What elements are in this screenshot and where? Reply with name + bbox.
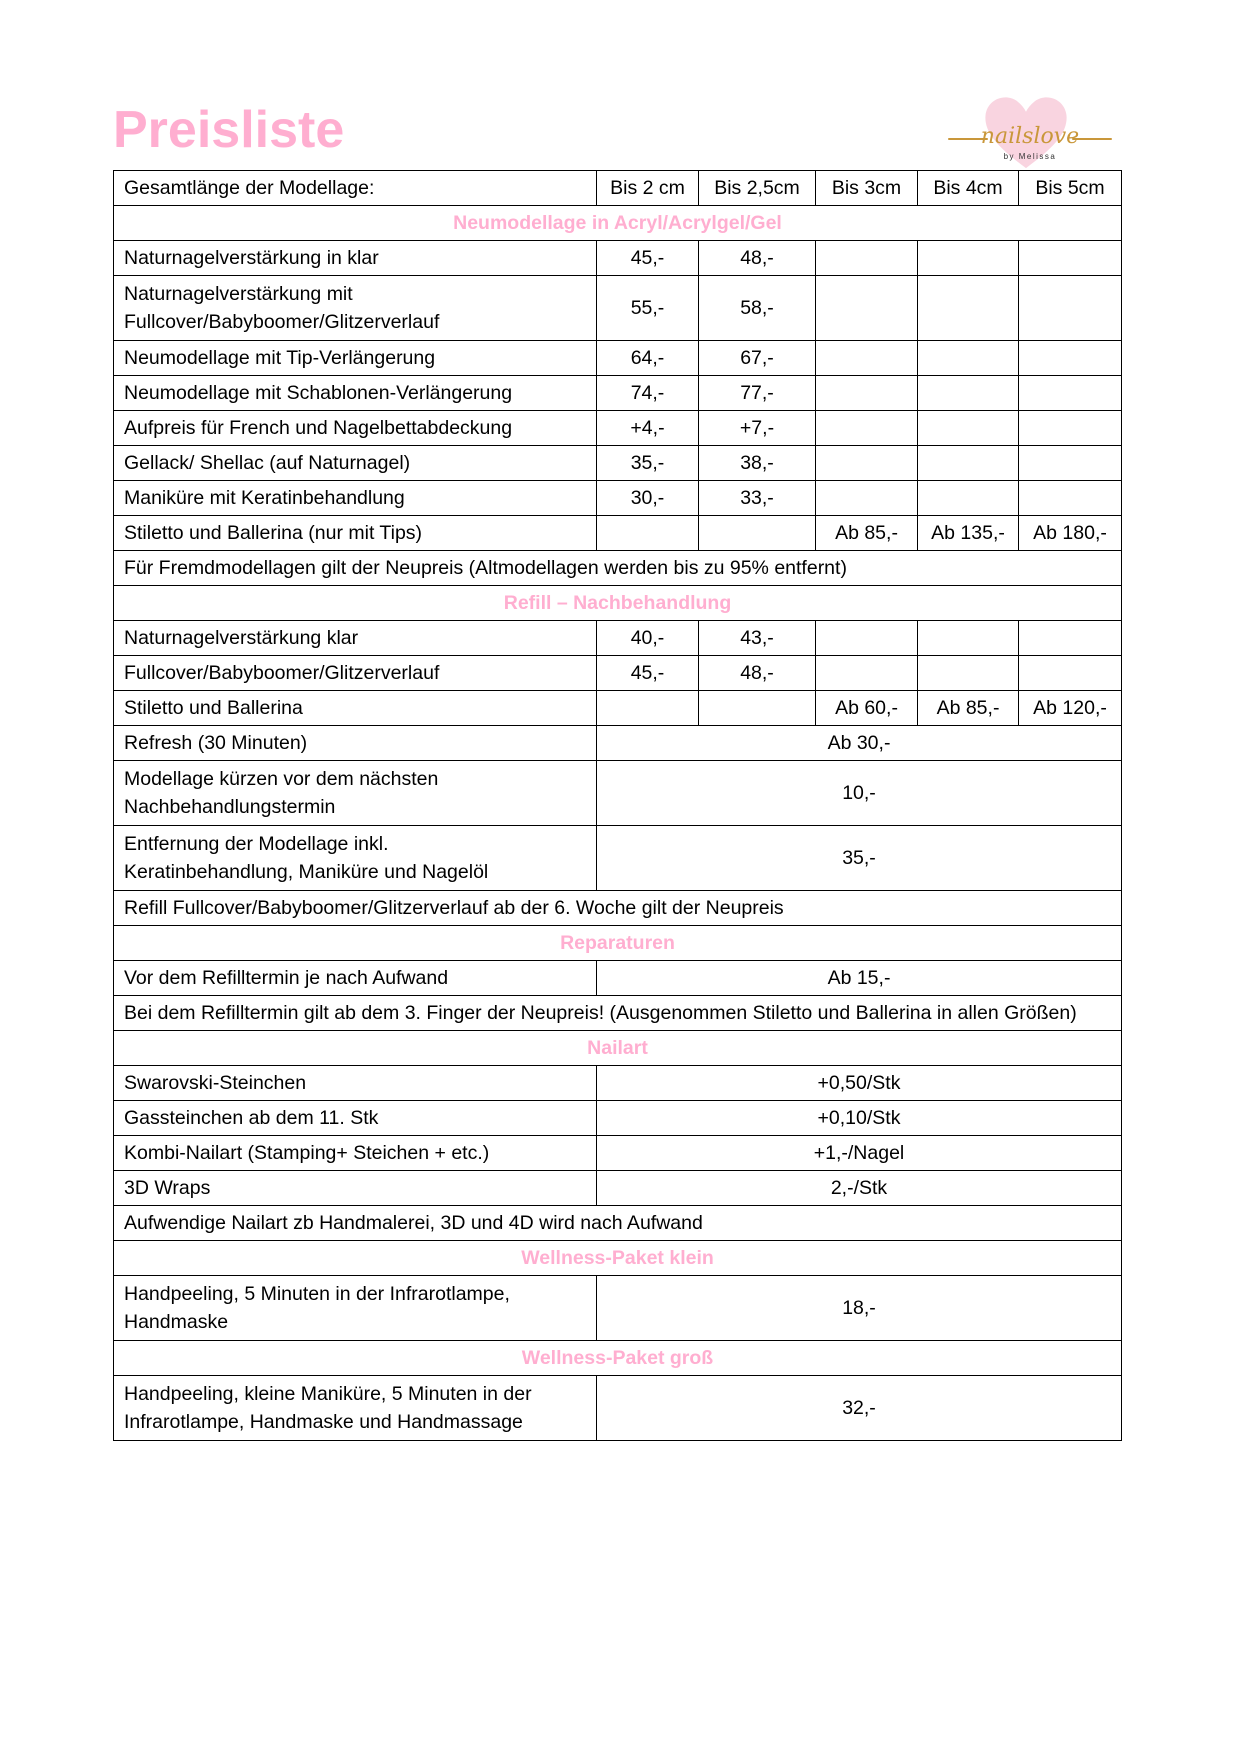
price-cell: 38,- xyxy=(699,446,816,481)
page-title: Preisliste xyxy=(113,101,345,159)
table-row xyxy=(114,621,1122,656)
price-cell xyxy=(816,621,918,656)
service-label: Stiletto und Ballerina xyxy=(114,691,597,726)
price-cell xyxy=(699,516,816,551)
price-cell xyxy=(1019,481,1122,516)
price-cell xyxy=(597,516,699,551)
price-cell: Ab 120,- xyxy=(1019,691,1122,726)
price-cell xyxy=(1019,241,1122,276)
service-label-line: Fullcover/Babyboomer/Glitzerverlauf xyxy=(124,311,440,333)
price-cell: Ab 135,- xyxy=(918,516,1019,551)
table-row xyxy=(114,516,1122,551)
table-row xyxy=(114,691,1122,726)
price-cell xyxy=(816,656,918,691)
service-label: Naturnagelverstärkung klar xyxy=(114,621,597,656)
price-cell xyxy=(918,621,1019,656)
column-header: Bis 2,5cm xyxy=(699,171,816,206)
price-cell: +1,-/Nagel xyxy=(597,1136,1122,1171)
price-cell xyxy=(816,241,918,276)
service-label: Stiletto und Ballerina (nur mit Tips) xyxy=(114,516,597,551)
service-label-line: Handpeeling, kleine Maniküre, 5 Minuten in der xyxy=(124,1383,532,1405)
service-label-line: Modellage kürzen vor dem nächsten xyxy=(124,768,439,790)
service-label: Maniküre mit Keratinbehandlung xyxy=(114,481,597,516)
price-cell xyxy=(816,341,918,376)
service-label-line: Infrarotlampe, Handmaske und Handmassage xyxy=(124,1411,523,1433)
price-cell xyxy=(816,446,918,481)
price-cell: Ab 15,- xyxy=(597,961,1122,996)
note-row xyxy=(114,551,1122,586)
section-title-refill: Refill – Nachbehandlung xyxy=(114,586,1122,621)
price-cell: 30,- xyxy=(597,481,699,516)
service-label-line: Handmaske xyxy=(124,1311,229,1333)
note-row xyxy=(114,1206,1122,1241)
service-label-line: Nachbehandlungstermin xyxy=(124,796,336,818)
column-header: Bis 3cm xyxy=(816,171,918,206)
service-label xyxy=(114,761,597,826)
price-cell: Ab 85,- xyxy=(816,516,918,551)
table-row xyxy=(114,1136,1122,1171)
service-label-line: Naturnagelverstärkung mit xyxy=(124,283,353,305)
section-title-nailart: Nailart xyxy=(114,1031,1122,1066)
price-cell xyxy=(918,481,1019,516)
service-label-line: Keratinbehandlung, Maniküre und Nagelöl xyxy=(124,861,489,883)
service-label: Neumodellage mit Schablonen-Verlängerung xyxy=(114,376,597,411)
table-row xyxy=(114,481,1122,516)
price-table xyxy=(113,170,1122,1441)
price-cell: 32,- xyxy=(597,1376,1122,1441)
price-cell: 35,- xyxy=(597,446,699,481)
price-cell: 33,- xyxy=(699,481,816,516)
price-cell: 40,- xyxy=(597,621,699,656)
brand-logo xyxy=(940,88,1120,168)
price-cell: 58,- xyxy=(699,276,816,341)
section-header-row xyxy=(114,1341,1122,1376)
price-cell xyxy=(918,341,1019,376)
price-cell xyxy=(816,376,918,411)
price-cell xyxy=(918,411,1019,446)
service-label: Vor dem Refilltermin je nach Aufwand xyxy=(114,961,597,996)
price-cell xyxy=(918,241,1019,276)
price-cell: 35,- xyxy=(597,826,1122,891)
price-cell: 10,- xyxy=(597,761,1122,826)
price-cell xyxy=(816,276,918,341)
column-header: Bis 2 cm xyxy=(597,171,699,206)
price-cell xyxy=(1019,376,1122,411)
price-cell xyxy=(918,446,1019,481)
price-cell: 67,- xyxy=(699,341,816,376)
section-title-wellness-gross: Wellness-Paket groß xyxy=(114,1341,1122,1376)
service-label xyxy=(114,276,597,341)
price-cell: +4,- xyxy=(597,411,699,446)
section-header-row xyxy=(114,206,1122,241)
price-cell: 64,- xyxy=(597,341,699,376)
service-label: Kombi-Nailart (Stamping+ Steichen + etc.) xyxy=(114,1136,597,1171)
brand-byline: by Melissa xyxy=(1003,152,1057,161)
section-title-neumodellage: Neumodellage in Acryl/Acrylgel/Gel xyxy=(114,206,1122,241)
price-cell: +0,10/Stk xyxy=(597,1101,1122,1136)
table-row xyxy=(114,411,1122,446)
price-cell: 43,- xyxy=(699,621,816,656)
price-cell: 18,- xyxy=(597,1276,1122,1341)
table-row xyxy=(114,446,1122,481)
price-cell xyxy=(597,691,699,726)
price-cell xyxy=(699,691,816,726)
section-header-row xyxy=(114,1031,1122,1066)
price-cell: 77,- xyxy=(699,376,816,411)
price-cell: 74,- xyxy=(597,376,699,411)
note-row xyxy=(114,891,1122,926)
price-cell xyxy=(1019,411,1122,446)
table-row xyxy=(114,376,1122,411)
price-cell: Ab 85,- xyxy=(918,691,1019,726)
service-label: Fullcover/Babyboomer/Glitzerverlauf xyxy=(114,656,597,691)
price-cell: 48,- xyxy=(699,241,816,276)
price-cell xyxy=(918,656,1019,691)
section-header-row xyxy=(114,586,1122,621)
price-cell: +7,- xyxy=(699,411,816,446)
table-row xyxy=(114,1101,1122,1136)
section-title-reparaturen: Reparaturen xyxy=(114,926,1122,961)
table-row xyxy=(114,241,1122,276)
table-row xyxy=(114,656,1122,691)
service-label: Neumodellage mit Tip-Verlängerung xyxy=(114,341,597,376)
service-label: Naturnagelverstärkung in klar xyxy=(114,241,597,276)
note-text: Bei dem Refilltermin gilt ab dem 3. Finger der Neupreis! (Ausgenommen Stiletto und Ballerina in allen Größen) xyxy=(114,996,1122,1031)
price-cell xyxy=(918,376,1019,411)
service-label: Gellack/ Shellac (auf Naturnagel) xyxy=(114,446,597,481)
price-cell: 55,- xyxy=(597,276,699,341)
price-cell xyxy=(1019,341,1122,376)
price-cell xyxy=(1019,656,1122,691)
service-label-line: Handpeeling, 5 Minuten in der Infrarotlampe, xyxy=(124,1283,510,1305)
table-row xyxy=(114,826,1122,891)
table-row xyxy=(114,726,1122,761)
service-label: Aufpreis für French und Nagelbettabdeckung xyxy=(114,411,597,446)
table-row xyxy=(114,1171,1122,1206)
brand-name: nailslove xyxy=(980,124,1080,149)
table-row xyxy=(114,276,1122,341)
column-header: Bis 4cm xyxy=(918,171,1019,206)
table-row xyxy=(114,961,1122,996)
price-cell: 45,- xyxy=(597,656,699,691)
header-row xyxy=(114,171,1122,206)
service-label xyxy=(114,1276,597,1341)
table-row xyxy=(114,1376,1122,1441)
service-label: Gassteinchen ab dem 11. Stk xyxy=(114,1101,597,1136)
note-text: Aufwendige Nailart zb Handmalerei, 3D und 4D wird nach Aufwand xyxy=(114,1206,1122,1241)
price-cell: +0,50/Stk xyxy=(597,1066,1122,1101)
column-header: Bis 5cm xyxy=(1019,171,1122,206)
service-label xyxy=(114,1376,597,1441)
note-text: Refill Fullcover/Babyboomer/Glitzerverlauf ab der 6. Woche gilt der Neupreis xyxy=(114,891,1122,926)
service-label: Swarovski-Steinchen xyxy=(114,1066,597,1101)
service-label: Refresh (30 Minuten) xyxy=(114,726,597,761)
section-header-row xyxy=(114,926,1122,961)
price-cell: 45,- xyxy=(597,241,699,276)
note-row xyxy=(114,996,1122,1031)
price-cell: 48,- xyxy=(699,656,816,691)
price-cell: Ab 180,- xyxy=(1019,516,1122,551)
table-row xyxy=(114,341,1122,376)
length-label: Gesamtlänge der Modellage: xyxy=(114,171,597,206)
price-cell xyxy=(816,481,918,516)
price-cell: Ab 30,- xyxy=(597,726,1122,761)
note-text: Für Fremdmodellagen gilt der Neupreis (Altmodellagen werden bis zu 95% entfernt) xyxy=(114,551,1122,586)
price-cell xyxy=(1019,446,1122,481)
price-cell xyxy=(1019,276,1122,341)
price-cell xyxy=(816,411,918,446)
price-cell xyxy=(1019,621,1122,656)
price-cell xyxy=(918,276,1019,341)
service-label-line: Entfernung der Modellage inkl. xyxy=(124,833,389,855)
table-row xyxy=(114,1276,1122,1341)
section-header-row xyxy=(114,1241,1122,1276)
price-cell: 2,-/Stk xyxy=(597,1171,1122,1206)
table-row xyxy=(114,1066,1122,1101)
price-cell: Ab 60,- xyxy=(816,691,918,726)
table-row xyxy=(114,761,1122,826)
service-label: 3D Wraps xyxy=(114,1171,597,1206)
service-label xyxy=(114,826,597,891)
section-title-wellness-klein: Wellness-Paket klein xyxy=(114,1241,1122,1276)
